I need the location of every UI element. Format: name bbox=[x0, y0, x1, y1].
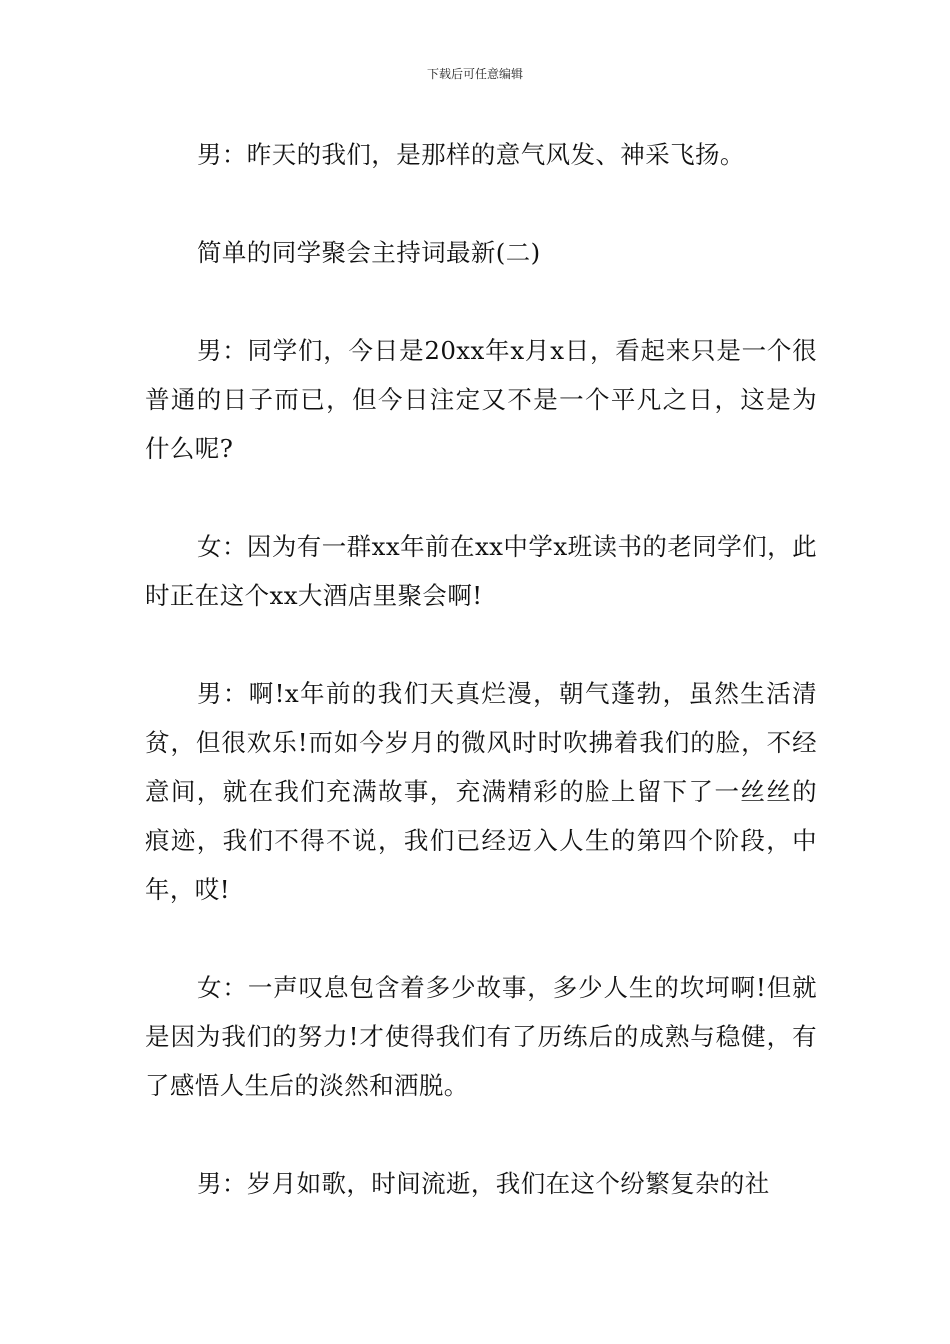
paragraph-female-sigh: 女：一声叹息包含着多少故事，多少人生的坎坷啊!但就是因为我们的努力!才使得我们有了历练后的成熟与稳健，有了感悟人生后的淡然和洒脱。 bbox=[145, 973, 817, 1100]
paragraph-male-yesterday: 男：昨天的我们，是那样的意气风发、神采飞扬。 bbox=[197, 140, 745, 169]
document-body bbox=[145, 130, 817, 1208]
section-title: 简单的同学聚会主持词最新(二) bbox=[197, 238, 541, 267]
paragraph-male-memories: 男：啊!x年前的我们天真烂漫，朝气蓬勃，虽然生活清贫，但很欢乐!而如今岁月的微风时时吹拂着我们的脸，不经意间，就在我们充满故事，充满精彩的脸上留下了一丝丝的痕迹，我们不得不说，我们已经迈入人生的第四个阶段，中年，哎! bbox=[145, 679, 817, 904]
paragraph-female-reunion: 女：因为有一群xx年前在xx中学x班读书的老同学们，此时正在这个xx大酒店里聚会啊! bbox=[145, 532, 817, 610]
paragraph-male-classmates: 男：同学们，今日是20xx年x月x日，看起来只是一个很普通的日子而已，但今日注定又不是一个平凡之日，这是为什么呢? bbox=[145, 336, 817, 463]
paragraph-male-time: 男：岁月如歌，时间流逝，我们在这个纷繁复杂的社 bbox=[197, 1169, 770, 1198]
page-header: 下载后可任意编辑 bbox=[426, 67, 523, 81]
